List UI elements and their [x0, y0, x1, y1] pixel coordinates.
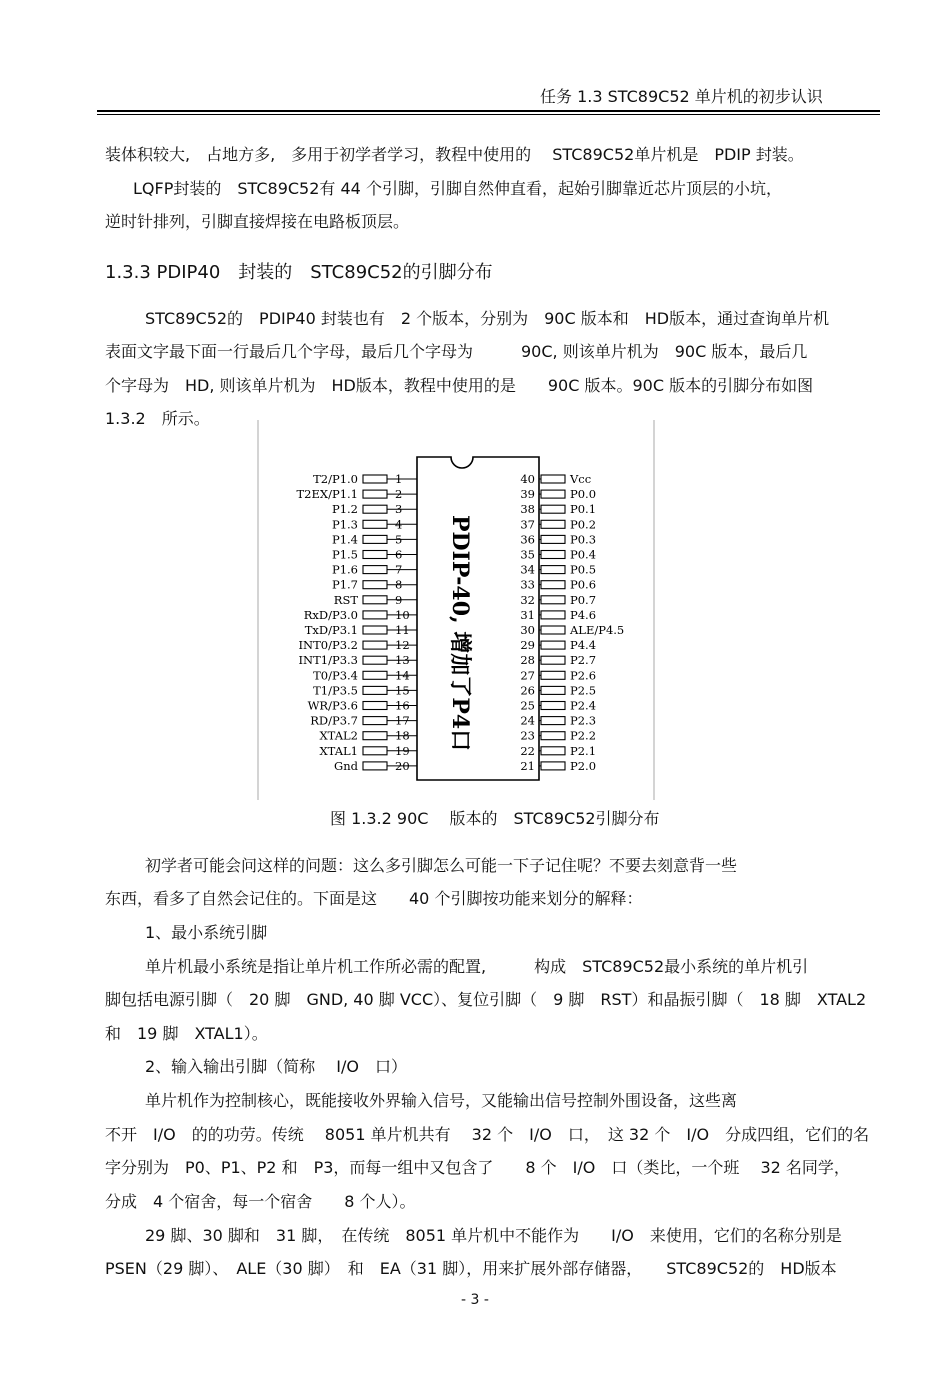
- pin-pad: [363, 747, 387, 755]
- pin-number: 35: [520, 547, 535, 562]
- paragraph-line: 29 脚、30 脚和 31 脚， 在传统 8051 单片机中不能作为 I/O 来使用，它们的名称分别是: [145, 1226, 842, 1245]
- pin-number: 37: [520, 517, 535, 532]
- pin-pad: [541, 626, 565, 634]
- figure-caption: 图 1.3.2 90C 版本的 STC89C52引脚分布: [330, 809, 660, 828]
- paragraph-line: 不开 I/O 的的功劳。传统 8051 单片机共有 32 个 I/O 口， 这 32 个 I/O 分成四组，它们的名: [105, 1125, 870, 1144]
- pin-number: 26: [520, 683, 535, 698]
- pin-name: XTAL2: [319, 728, 358, 743]
- pin-pad: [541, 535, 565, 543]
- pin-pad: [363, 535, 387, 543]
- pin-number: 17: [395, 713, 410, 728]
- pin-pad: [541, 475, 565, 483]
- paragraph-line: LQFP封装的 STC89C52有 44 个引脚，引脚自然伸直看，起始引脚靠近芯片顶层的小坑，: [133, 179, 782, 198]
- pin-number: 29: [520, 638, 535, 653]
- pin-name: P0.7: [570, 592, 597, 607]
- pin-name: T0/P3.4: [313, 668, 358, 683]
- pin-pad: [363, 475, 387, 483]
- pin-name: P2.6: [570, 668, 597, 683]
- paragraph-line: STC89C52的 PDIP40 封装也有 2 个版本，分别为 90C 版本和 HD版本，通过查询单片机: [145, 309, 830, 328]
- pin-number: 33: [520, 577, 535, 592]
- pin-number: 24: [520, 713, 535, 728]
- paragraph-line: 脚包括电源引脚（ 20 脚 GND, 40 脚 VCC）、复位引脚（ 9 脚 RST）和晶振引脚（ 18 脚 XTAL2: [105, 990, 867, 1009]
- pin-name: XTAL1: [319, 743, 358, 758]
- paragraph-line: PSEN（29 脚）、 ALE（30 脚） 和 EA（31 脚），用来扩展外部存储器， STC89C52的 HD版本: [105, 1259, 837, 1278]
- pin-number: 30: [520, 623, 535, 637]
- pin-name: P2.5: [570, 683, 597, 698]
- pin-pad: [541, 581, 565, 589]
- pin-pad: [541, 551, 565, 559]
- pin-number: 21: [520, 758, 535, 773]
- pin-name: P1.2: [331, 502, 358, 517]
- pin-pad: [363, 686, 387, 694]
- paragraph-line: 东西，看多了自然会记住的。下面是这 40 个引脚按功能来划分的解释：: [105, 889, 643, 908]
- pin-pad: [541, 732, 565, 740]
- pin-number: 36: [520, 532, 535, 547]
- pin-name: P1.6: [331, 562, 358, 577]
- pin-number: 16: [395, 698, 410, 713]
- paragraph-line: 逆时针排列，引脚直接焊接在电路板顶层。: [105, 212, 410, 231]
- paragraph-line: 单片机作为控制核心，既能接收外界输入信号，又能输出信号控制外围设备，这些离: [145, 1091, 738, 1110]
- pin-number: 25: [520, 698, 535, 713]
- header-rule-thin: [97, 114, 880, 115]
- pin-number: 2: [395, 487, 403, 502]
- pin-name: Gnd: [334, 758, 358, 773]
- pin-pad: [541, 520, 565, 528]
- pin-pad: [541, 686, 565, 694]
- paragraph-line: 个字母为 HD, 则该单片机为 HD版本，教程中使用的是 90C 版本。90C 版本的引脚分布如图: [105, 376, 814, 395]
- pin-number: 15: [395, 683, 410, 698]
- pin-name: P0.5: [570, 562, 597, 577]
- pin-number: 22: [520, 743, 535, 758]
- pin-number: 5: [395, 532, 403, 547]
- paragraph-line: 和 19 脚 XTAL1）。: [105, 1024, 268, 1043]
- pin-number: 12: [395, 638, 410, 653]
- pin-pad: [363, 717, 387, 725]
- chip-pinout-svg: [257, 420, 655, 800]
- pin-name: P2.3: [570, 713, 597, 728]
- pin-number: 40: [520, 472, 535, 486]
- paragraph-line: 装体积较大, 占地方多, 多用于初学者学习，教程中使用的 STC89C52单片机是 PDIP 封装。: [105, 145, 804, 164]
- pin-pad: [541, 747, 565, 755]
- pin-name: RD/P3.7: [310, 713, 358, 728]
- pin-pad: [363, 611, 387, 619]
- paragraph-line: 单片机最小系统是指让单片机工作所必需的配置, 构成 STC89C52最小系统的单片机引: [145, 957, 809, 976]
- pin-pad: [541, 490, 565, 498]
- paragraph-line: 分成 4 个宿舍，每一个宿舍 8 个人）。: [105, 1192, 416, 1211]
- pin-number: 4: [395, 517, 403, 532]
- pin-name: P1.7: [331, 577, 358, 592]
- pin-number: 9: [395, 592, 403, 607]
- pin-name: P0.6: [570, 577, 597, 592]
- pin-pad: [363, 626, 387, 634]
- paragraph-line: 初学者可能会问这样的问题：这么多引脚怎么可能一下子记住呢？不要去刻意背一些: [145, 856, 738, 875]
- pin-number: 14: [395, 668, 410, 683]
- pin-name: P1.4: [331, 532, 358, 547]
- pin-pad: [541, 566, 565, 574]
- section-heading: 1.3.3 PDIP40 封装的 STC89C52的引脚分布: [105, 262, 493, 283]
- pin-number: 11: [395, 623, 410, 637]
- pin-number: 20: [395, 758, 410, 773]
- pin-pad: [363, 581, 387, 589]
- page-number: - 3 -: [461, 1292, 489, 1308]
- paragraph-line: 字分别为 P0、P1、P2 和 P3，而每一组中又包含了 8 个 I/O 口（类比，一个班 32 名同学，: [105, 1158, 850, 1177]
- pin-number: 7: [395, 562, 403, 577]
- header-rule-thick: [97, 110, 880, 112]
- pin-name: P0.3: [570, 532, 597, 547]
- pin-name: TxD/P3.1: [304, 623, 358, 637]
- pin-name: INT1/P3.3: [298, 653, 358, 668]
- pin-name: Vcc: [570, 472, 592, 486]
- pin-name: T2/P1.0: [313, 472, 358, 486]
- pin-pad: [363, 505, 387, 513]
- pin-name: RST: [333, 592, 358, 607]
- running-header: 任务 1.3 STC89C52 单片机的初步认识: [540, 87, 823, 106]
- pin-pad: [541, 717, 565, 725]
- pin-number: 10: [395, 607, 410, 622]
- list-item-title: 2、输入输出引脚（简称 I/O 口）: [145, 1057, 407, 1076]
- pin-name: P1.3: [331, 517, 358, 532]
- pin-name: P0.2: [570, 517, 597, 532]
- pin-pad: [363, 551, 387, 559]
- pin-name: P2.2: [570, 728, 597, 743]
- pin-number: 28: [520, 653, 535, 668]
- pin-name: P2.0: [570, 758, 597, 773]
- pin-pad: [541, 641, 565, 649]
- pin-pad: [541, 505, 565, 513]
- pin-pad: [363, 641, 387, 649]
- pin-number: 19: [395, 743, 410, 758]
- list-item-title: 1、最小系统引脚: [145, 923, 268, 942]
- package-label: PDIP-40, 增加了P4口: [447, 515, 473, 752]
- pin-number: 1: [395, 472, 403, 486]
- pin-name: P0.1: [570, 502, 597, 517]
- pin-number: 32: [520, 592, 535, 607]
- pin-pad: [363, 702, 387, 710]
- pin-number: 34: [520, 562, 535, 577]
- pin-name: P2.7: [570, 653, 597, 668]
- pin-name: P4.6: [570, 607, 597, 622]
- pin-number: 18: [395, 728, 410, 743]
- pin-number: 31: [520, 607, 535, 622]
- pin-pad: [541, 762, 565, 770]
- paragraph-line: 表面文字最下面一行最后几个字母，最后几个字母为 90C, 则该单片机为 90C 版本，最后几: [105, 342, 808, 361]
- pin-name: INT0/P3.2: [298, 638, 358, 653]
- pin-pad: [541, 671, 565, 679]
- pin-number: 27: [520, 668, 535, 683]
- pin-name: RxD/P3.0: [303, 607, 358, 622]
- pin-pad: [363, 596, 387, 604]
- pin-number: 23: [520, 728, 535, 743]
- pin-pad: [363, 762, 387, 770]
- pin-name: ALE/P4.5: [570, 623, 625, 637]
- pin-pad: [541, 702, 565, 710]
- pin-name: P0.4: [570, 547, 597, 562]
- pin-pad: [363, 566, 387, 574]
- pin-pad: [363, 656, 387, 664]
- pin-number: 6: [395, 547, 403, 562]
- pin-pad: [363, 490, 387, 498]
- pin-name: T2EX/P1.1: [296, 487, 358, 502]
- paragraph-line: 1.3.2 所示。: [105, 409, 210, 428]
- pin-name: P0.0: [570, 487, 597, 502]
- pin-pad: [541, 611, 565, 619]
- pin-number: 38: [520, 502, 535, 517]
- pin-number: 13: [395, 653, 410, 668]
- pin-name: P2.4: [570, 698, 597, 713]
- pin-name: T1/P3.5: [313, 683, 358, 698]
- pin-name: P1.5: [331, 547, 358, 562]
- pin-number: 8: [395, 577, 403, 592]
- pin-name: P2.1: [570, 743, 597, 758]
- pin-number: 39: [520, 487, 535, 502]
- pin-pad: [541, 596, 565, 604]
- pin-pad: [363, 671, 387, 679]
- chip-pinout-figure: [257, 420, 655, 800]
- pin-name: WR/P3.6: [307, 698, 358, 713]
- pin-pad: [363, 520, 387, 528]
- pin-pad: [363, 732, 387, 740]
- pin-name: P4.4: [570, 638, 597, 653]
- pin-pad: [541, 656, 565, 664]
- pin-number: 3: [395, 502, 403, 517]
